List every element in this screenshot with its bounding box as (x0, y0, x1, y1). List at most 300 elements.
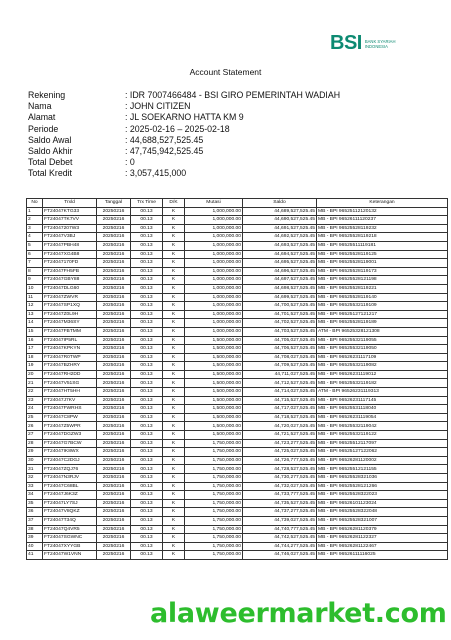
table-cell: 20250216 (97, 259, 131, 268)
table-cell: K (163, 362, 185, 371)
table-cell: 00.13 (131, 302, 163, 311)
table-cell: MB - BPI 96526101123024 (317, 499, 448, 508)
table-cell: FT24047C68BL (43, 482, 97, 491)
table-cell: 1,000,000.00 (185, 327, 243, 336)
table-cell: K (163, 207, 185, 216)
table-cell: 00.13 (131, 250, 163, 259)
table-cell: FT24047GBY88 (43, 276, 97, 285)
table-cell: MB - BPI 96525532119109 (317, 302, 448, 311)
table-cell: K (163, 336, 185, 345)
table-cell: 44,705,027,525.45 (243, 336, 317, 345)
table-cell: K (163, 491, 185, 500)
table-cell: 44,723,277,525.45 (243, 439, 317, 448)
table-cell: 19 (27, 362, 43, 371)
table-cell: FT24047V3BJ (43, 233, 97, 242)
table-cell: 20 (27, 370, 43, 379)
table-cell: 44,744,277,525.45 (243, 542, 317, 551)
table-cell: 00.13 (131, 525, 163, 534)
table-cell: 20250216 (97, 474, 131, 483)
table-cell: 44,708,027,525.45 (243, 353, 317, 362)
table-cell: MB - BPI 96525531118040 (317, 405, 448, 414)
table-cell: FT24047DGZW3 (43, 431, 97, 440)
table-cell: 20250216 (97, 465, 131, 474)
table-cell: 1,750,000.00 (185, 542, 243, 551)
info-row (28, 101, 340, 112)
table-cell: 44,733,777,525.45 (243, 491, 317, 500)
table-cell: 20250216 (97, 491, 131, 500)
table-row (27, 224, 448, 233)
table-cell: FT24047KTG33 (43, 207, 97, 216)
table-cell: K (163, 370, 185, 379)
table-cell: 28 (27, 439, 43, 448)
table-row (27, 319, 448, 328)
table-cell: K (163, 284, 185, 293)
table-cell: 20250216 (97, 310, 131, 319)
table-cell: FT24047ZQJ76 (43, 465, 97, 474)
table-cell: FT24047V8QKZ (43, 508, 97, 517)
table-cell: 9 (27, 276, 43, 285)
table-cell: 20250216 (97, 508, 131, 517)
table-row (27, 216, 448, 225)
table-row (27, 499, 448, 508)
table-cell: K (163, 534, 185, 543)
table-cell: MB - BPI 96525528121266 (317, 482, 448, 491)
table-cell: 20250216 (97, 241, 131, 250)
table-cell: 25 (27, 413, 43, 422)
table-row (27, 293, 448, 302)
table-cell: K (163, 233, 185, 242)
table-cell: MB - BPI 96525528321036 (317, 474, 448, 483)
table-cell: 00.13 (131, 396, 163, 405)
table-cell: 44,696,527,525.45 (243, 267, 317, 276)
info-value: : 2025-02-16 – 2025-02-18 (125, 123, 230, 134)
table-cell: 1,750,000.00 (185, 499, 243, 508)
table-cell: MB - BPI 96525528119125 (317, 250, 448, 259)
table-cell: K (163, 259, 185, 268)
table-cell: FT24047LY7SJ (43, 499, 97, 508)
table-cell: FT24047IP5RL (43, 336, 97, 345)
table-cell: FT24047Z0L9H (43, 310, 97, 319)
info-value: : JL SOEKARNO HATTA KM 9 (125, 112, 244, 123)
table-cell: K (163, 465, 185, 474)
table-cell: K (163, 499, 185, 508)
table-row (27, 207, 448, 216)
info-value: : IDR 7007466484 - BSI GIRO PEMERINTAH WADIAH (125, 90, 341, 100)
table-cell: K (163, 439, 185, 448)
table-cell: MB - BPI 96525528322023 (317, 491, 448, 500)
table-cell: 37 (27, 516, 43, 525)
table-cell: 36 (27, 508, 43, 517)
table-cell: 44,709,527,525.45 (243, 362, 317, 371)
table-cell: 23 (27, 396, 43, 405)
info-label: Total Debet (28, 157, 73, 168)
table-cell: 1 (27, 207, 43, 216)
table-cell: K (163, 216, 185, 225)
table-cell: 44,720,027,525.45 (243, 422, 317, 431)
bank-logo-mark: BSI (330, 32, 362, 54)
table-row (27, 327, 448, 336)
table-row (27, 370, 448, 379)
table-cell: 20250216 (97, 396, 131, 405)
table-cell: 00.13 (131, 259, 163, 268)
table-cell: 1,500,000.00 (185, 422, 243, 431)
table-cell: 00.13 (131, 241, 163, 250)
table-cell: 20250216 (97, 525, 131, 534)
table-cell: 44,717,027,525.45 (243, 405, 317, 414)
table-cell: FT24047Q4VR5 (43, 525, 97, 534)
table-cell: 00.13 (131, 276, 163, 285)
column-header: No (27, 199, 43, 208)
table-cell: 40 (27, 542, 43, 551)
table-cell: MB - BPI 96525528119001 (317, 259, 448, 268)
table-cell: MB - BPI 96525532119042 (317, 422, 448, 431)
table-cell: 20250216 (97, 482, 131, 491)
table-cell: 1,500,000.00 (185, 388, 243, 397)
table-cell: 00.13 (131, 310, 163, 319)
table-cell: K (163, 474, 185, 483)
table-cell: 00.13 (131, 345, 163, 354)
table-cell: 21 (27, 379, 43, 388)
table-cell: 1,000,000.00 (185, 259, 243, 268)
info-value: : 3,057,415,000 (125, 168, 187, 179)
table-cell: MB - BPI 96526281122467 (317, 542, 448, 551)
table-cell: K (163, 405, 185, 414)
table-cell: 33 (27, 482, 43, 491)
table-cell: FT24047FH5FB (43, 267, 97, 276)
table-cell: FT24047G7BCW (43, 439, 97, 448)
table-cell: 00.13 (131, 405, 163, 414)
table-cell: FT24047FBTMM (43, 327, 97, 336)
table-cell: K (163, 250, 185, 259)
table-row (27, 284, 448, 293)
table-cell: MB - BPI 96525528119140 (317, 293, 448, 302)
table-cell: 44,693,527,525.45 (243, 241, 317, 250)
table-cell: FT24047J7KV (43, 396, 97, 405)
table-cell: 44,701,527,525.45 (243, 310, 317, 319)
info-row (28, 124, 340, 135)
table-cell: K (163, 448, 185, 457)
table-cell: ATM - BPI 96526231119313 (317, 388, 448, 397)
table-cell: 14 (27, 319, 43, 328)
table-cell: 1,500,000.00 (185, 362, 243, 371)
table-cell: 00.13 (131, 233, 163, 242)
table-row (27, 448, 448, 457)
table-cell: 00.13 (131, 207, 163, 216)
table-cell: FT24047C2DGJ (43, 456, 97, 465)
info-label: Periode (28, 123, 59, 134)
bank-logo (330, 32, 415, 55)
table-cell: 1,750,000.00 (185, 456, 243, 465)
table-cell: 44,692,527,525.45 (243, 233, 317, 242)
watermark-text: alaweermarket.com (150, 598, 447, 629)
table-cell: 20250216 (97, 456, 131, 465)
table-cell: MB - BPI 96525511119181 (317, 241, 448, 250)
table-cell: 20250216 (97, 388, 131, 397)
table-cell: 44,718,527,525.45 (243, 413, 317, 422)
table-cell: 00.13 (131, 516, 163, 525)
table-cell: 44,728,527,525.45 (243, 465, 317, 474)
table-cell: 44,746,027,525.45 (243, 551, 317, 560)
table-cell: FT24047XG4B8 (43, 250, 97, 259)
table-cell: K (163, 302, 185, 311)
table-cell: 1,750,000.00 (185, 525, 243, 534)
table-cell: 44,740,777,525.45 (243, 525, 317, 534)
table-cell: MB - BPI 96525512117097 (317, 439, 448, 448)
table-cell: 16 (27, 336, 43, 345)
table-cell: FT24047RH2DD (43, 370, 97, 379)
table-cell: MB - BPI 96526281122327 (317, 534, 448, 543)
info-label: Rekening (28, 90, 66, 100)
table-cell: 1,500,000.00 (185, 431, 243, 440)
table-cell: 31 (27, 465, 43, 474)
table-cell: ATM - BPI 96525328121308 (317, 327, 448, 336)
table-cell: 44,700,527,525.45 (243, 302, 317, 311)
table-cell: 4 (27, 233, 43, 242)
table-cell: 20250216 (97, 284, 131, 293)
table-cell: FT24047TK7VV (43, 216, 97, 225)
table-cell: 1,000,000.00 (185, 319, 243, 328)
table-cell: FT24047T34Q (43, 516, 97, 525)
table-cell: K (163, 431, 185, 440)
table-cell: K (163, 327, 185, 336)
table-cell: 24 (27, 405, 43, 414)
table-cell: K (163, 353, 185, 362)
table-cell: 1,000,000.00 (185, 276, 243, 285)
table-cell: 00.13 (131, 431, 163, 440)
table-cell: 44,694,527,525.45 (243, 250, 317, 259)
table-cell: MB - BPI 96525532119050 (317, 345, 448, 354)
table-cell: FT24047N3RJV (43, 474, 97, 483)
table-cell: 44,691,527,525.45 (243, 224, 317, 233)
table-cell: 20250216 (97, 551, 131, 560)
table-row (27, 302, 448, 311)
table-cell: 00.13 (131, 388, 163, 397)
table-cell: 1,000,000.00 (185, 293, 243, 302)
table-cell: MB - BPI 96526111120237 (317, 216, 448, 225)
table-cell: 1,500,000.00 (185, 405, 243, 414)
table-cell: 44,702,527,525.45 (243, 319, 317, 328)
column-header: Keterangan (317, 199, 448, 208)
table-cell: 1,500,000.00 (185, 345, 243, 354)
table-cell: 1,000,000.00 (185, 310, 243, 319)
table-cell: 44,689,527,525.45 (243, 207, 317, 216)
table-row (27, 439, 448, 448)
table-cell: 32 (27, 474, 43, 483)
account-info (28, 90, 340, 180)
table-cell: 20250216 (97, 233, 131, 242)
table-cell: MB - BPI 96525528119189 (317, 319, 448, 328)
table-row (27, 396, 448, 405)
transactions-table (26, 198, 448, 560)
table-cell: 12 (27, 302, 43, 311)
table-cell: 2 (27, 216, 43, 225)
table-cell: 1,750,000.00 (185, 474, 243, 483)
table-cell: 00.13 (131, 456, 163, 465)
info-label: Saldo Akhir (28, 146, 73, 157)
column-header: Trxld (43, 199, 97, 208)
table-cell: 44,699,527,525.45 (243, 293, 317, 302)
info-value: : JOHN CITIZEN (125, 101, 191, 112)
table-cell: 44,730,277,525.45 (243, 474, 317, 483)
table-cell: FT24047Z5WPR (43, 422, 97, 431)
table-row (27, 525, 448, 534)
table-cell: FT24047XYYGB (43, 542, 97, 551)
table-row (27, 422, 448, 431)
table-cell: K (163, 413, 185, 422)
table-cell: 1,500,000.00 (185, 396, 243, 405)
table-cell: FT24047V51SG (43, 379, 97, 388)
table-cell: 00.13 (131, 413, 163, 422)
table-cell: 20250216 (97, 405, 131, 414)
table-row (27, 345, 448, 354)
table-cell: 44,703,527,525.45 (243, 327, 317, 336)
table-cell: FT24047C8PW (43, 413, 97, 422)
table-cell: 20250216 (97, 534, 131, 543)
table-body (27, 207, 448, 559)
table-row (27, 405, 448, 414)
table-cell: 1,750,000.00 (185, 465, 243, 474)
table-cell: 20250216 (97, 422, 131, 431)
table-cell: K (163, 293, 185, 302)
table-cell: 20250216 (97, 542, 131, 551)
table-cell: K (163, 319, 185, 328)
table-cell: FT24047SP1XQ (43, 302, 97, 311)
table-cell: MB - BPI 96525532119082 (317, 362, 448, 371)
table-cell: K (163, 267, 185, 276)
table-cell: 00.13 (131, 542, 163, 551)
table-row (27, 482, 448, 491)
table-cell: K (163, 516, 185, 525)
table-row (27, 491, 448, 500)
table-cell: 44,737,277,525.45 (243, 508, 317, 517)
table-row (27, 241, 448, 250)
table-cell: 1,500,000.00 (185, 413, 243, 422)
table-row (27, 465, 448, 474)
table-cell: MB - BPI 96525127121217 (317, 310, 448, 319)
table-cell: 20250216 (97, 379, 131, 388)
table-cell: FT24047J6K3Z (43, 491, 97, 500)
table-cell: 1,000,000.00 (185, 267, 243, 276)
table-row (27, 474, 448, 483)
info-row (28, 90, 340, 101)
table-cell: 00.13 (131, 224, 163, 233)
info-label: Alamat (28, 112, 56, 123)
table-cell: 20250216 (97, 293, 131, 302)
column-header: Tanggal (97, 199, 131, 208)
table-cell: 18 (27, 353, 43, 362)
table-cell: 5 (27, 241, 43, 250)
table-cell: MB - BPI 96525512121155 (317, 465, 448, 474)
table-header-row (27, 199, 448, 208)
table-cell: FT24047HT5HH (43, 388, 97, 397)
table-cell: 00.13 (131, 362, 163, 371)
table-cell: 44,715,527,525.45 (243, 396, 317, 405)
table-cell: 27 (27, 431, 43, 440)
table-cell: K (163, 525, 185, 534)
table-cell: K (163, 241, 185, 250)
table-cell: 00.13 (131, 370, 163, 379)
bank-logo-text: BANK SYARIAH INDONESIA (364, 38, 396, 49)
table-row (27, 353, 448, 362)
table-cell: FT24047KPKYN (43, 345, 97, 354)
table-cell: 00.13 (131, 551, 163, 560)
table-cell: 44,712,527,525.45 (243, 379, 317, 388)
table-cell: 44,706,527,525.45 (243, 345, 317, 354)
table-cell: FT24047SGWNC (43, 534, 97, 543)
table-cell: 20250216 (97, 353, 131, 362)
table-cell: MB - BPI 96525127122062 (317, 448, 448, 457)
column-header: Saldo (243, 199, 317, 208)
table-cell: MB - BPI 96525528121198 (317, 276, 448, 285)
table-cell: 3 (27, 224, 43, 233)
table-cell: 00.13 (131, 216, 163, 225)
table-cell: K (163, 482, 185, 491)
table-cell: 34 (27, 491, 43, 500)
table-cell: 20250216 (97, 207, 131, 216)
table-cell: 1,000,000.00 (185, 284, 243, 293)
table-cell: FT24047BZHRY (43, 362, 97, 371)
table-row (27, 542, 448, 551)
table-cell: MB - BPI 96526231119054 (317, 413, 448, 422)
table-cell: 26 (27, 422, 43, 431)
table-cell: MB - BPI 96525528119173 (317, 267, 448, 276)
table-cell: 20250216 (97, 431, 131, 440)
table-cell: K (163, 224, 185, 233)
table-cell: MB - BPI 96525528322048 (317, 508, 448, 517)
table-cell: K (163, 276, 185, 285)
table-cell: 11 (27, 293, 43, 302)
table-cell: MB - BPI 96526111116025 (317, 551, 448, 560)
table-cell: 8 (27, 267, 43, 276)
table-row (27, 250, 448, 259)
info-row (28, 146, 340, 157)
table-cell: 15 (27, 327, 43, 336)
info-row (28, 112, 340, 123)
info-row (28, 168, 340, 179)
table-row (27, 508, 448, 517)
table-cell: 44,739,027,525.45 (243, 516, 317, 525)
table-cell: 1,000,000.00 (185, 302, 243, 311)
table-cell: FT24047FWRHS (43, 405, 97, 414)
table-cell: 00.13 (131, 293, 163, 302)
table-cell: 44,714,027,525.45 (243, 388, 317, 397)
table-cell: 00.13 (131, 267, 163, 276)
table-cell: 41 (27, 551, 43, 560)
table-cell: 20250216 (97, 276, 131, 285)
table-cell: 20250216 (97, 302, 131, 311)
info-label: Nama (28, 101, 52, 112)
table-cell: 44,732,027,525.45 (243, 482, 317, 491)
table-cell: 20250216 (97, 439, 131, 448)
table-cell: 00.13 (131, 499, 163, 508)
table-row (27, 267, 448, 276)
info-value: : 47,745,942,525.45 (125, 146, 204, 157)
table-cell: 44,725,027,525.45 (243, 448, 317, 457)
table-cell: MB - BPI 96525112120132 (317, 207, 448, 216)
table-cell: 39 (27, 534, 43, 543)
table-row (27, 431, 448, 440)
table-cell: 44,695,527,525.45 (243, 259, 317, 268)
column-header: Mutasi (185, 199, 243, 208)
table-cell: 13 (27, 310, 43, 319)
table-row (27, 276, 448, 285)
table-cell: 1,750,000.00 (185, 439, 243, 448)
table-cell: 20250216 (97, 413, 131, 422)
table-cell: FT24047DLG60 (43, 284, 97, 293)
table-cell: 00.13 (131, 439, 163, 448)
table-cell: 44,742,527,525.45 (243, 534, 317, 543)
table-row (27, 534, 448, 543)
